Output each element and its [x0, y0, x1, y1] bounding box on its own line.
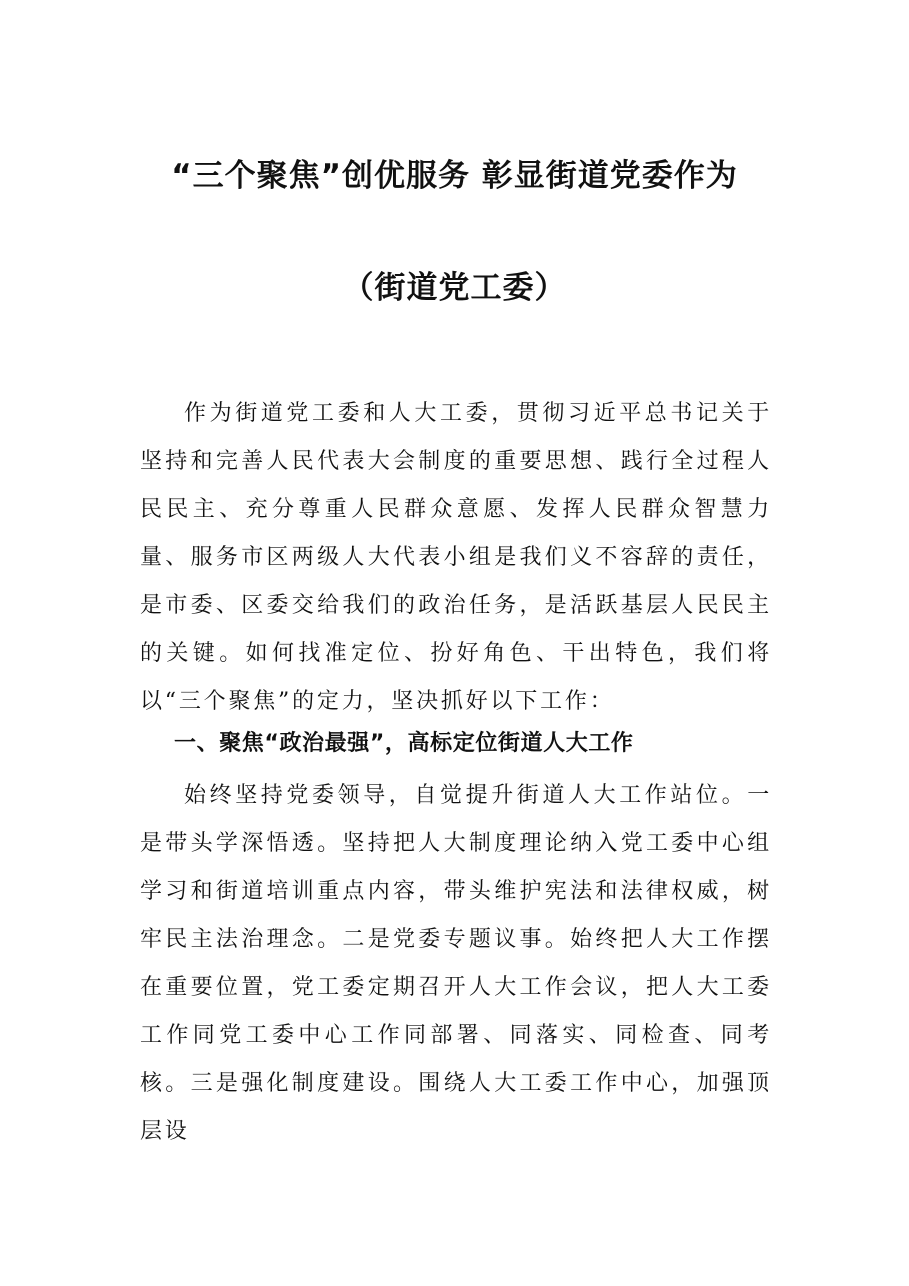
section-1-heading: 一、聚焦“政治最强”，高标定位街道人大工作: [174, 731, 634, 756]
section-1-paragraph: 始终坚持党委领导，自觉提升街道人大工作站位。一是带头学深悟透。坚持把人大制度理论纳入党工委中心组学习和街道培训重点内容，带头维护宪法和法律权威，树牢民主法治理念。二是党委专题议事。始终把人大工作摆在重要位置，党工委定期召开人大工作会议，把人大工委工作同党工委中心工作同部署、同落实、同检查、同考核。三是强化制度建设。围绕人大工委工作中心，加强顶层设: [140, 783, 772, 1144]
intro-paragraph: 作为街道党工委和人大工委，贯彻习近平总书记关于坚持和完善人民代表大会制度的重要思想、践行全过程人民民主、充分尊重人民群众意愿、发挥人民群众智慧力量、服务市区两级人大代表小组是我们义不容辞的责任，是市委、区委交给我们的政治任务，是活跃基层人民民主的关键。如何找准定位、扮好角色、干出特色，我们将以“三个聚焦”的定力，坚决抓好以下工作：: [140, 401, 772, 714]
document-title: “三个聚焦”创优服务 彰显街道党委作为: [171, 158, 738, 194]
document-subtitle: （街道党工委）: [342, 270, 567, 306]
intro-section: [140, 390, 772, 726]
section-1-body: [140, 772, 772, 1156]
